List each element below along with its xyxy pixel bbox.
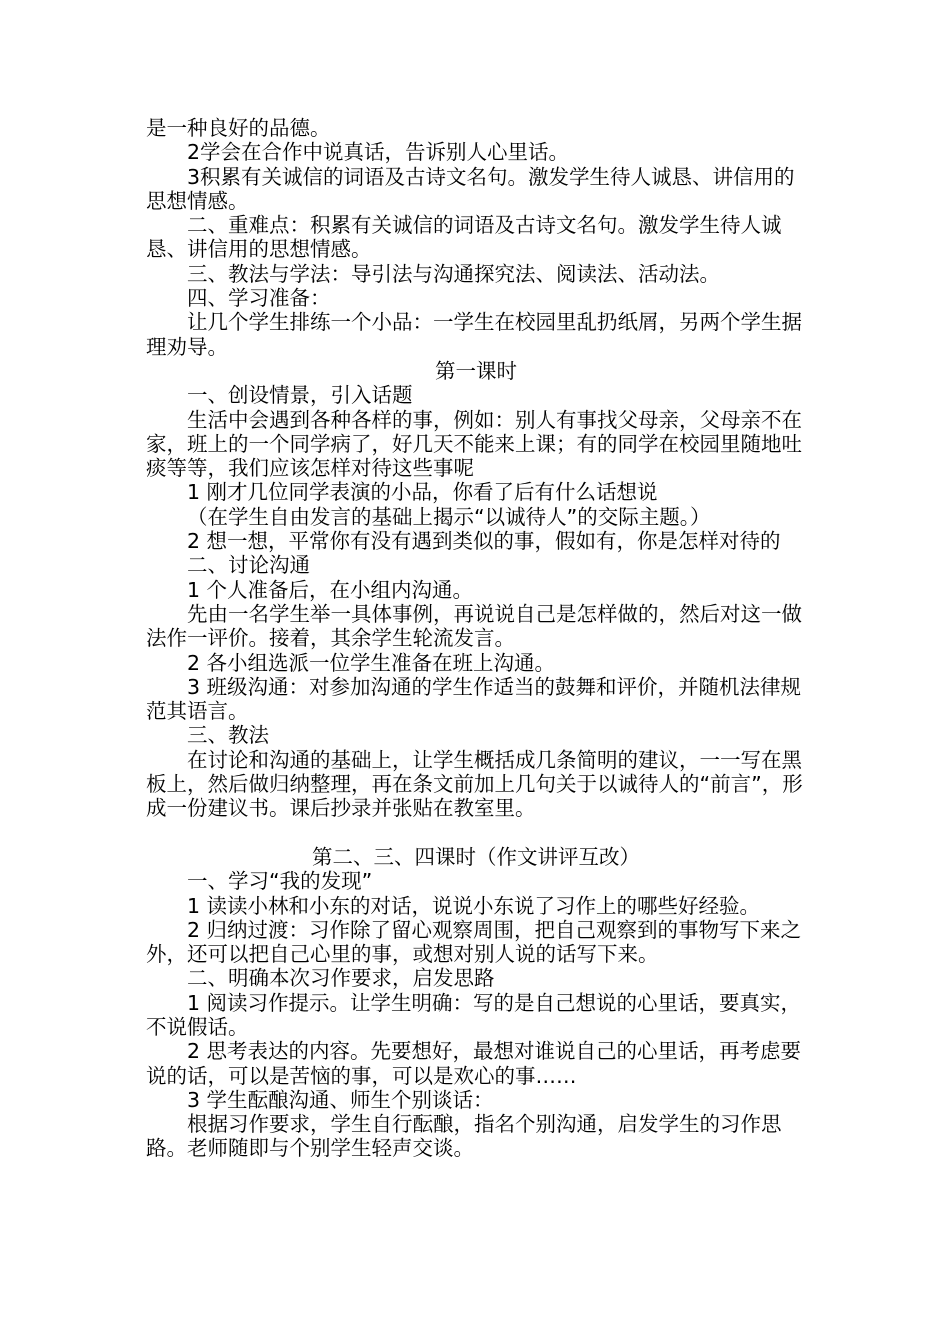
section-heading: 一、学习“我的发现” (187, 869, 373, 894)
paragraph: 2 各小组选派一位学生准备在班上沟通。 (187, 650, 556, 675)
paragraph: 三、教法与学法：导引法与沟通探究法、阅读法、活动法。 (187, 261, 720, 286)
paragraph: 先由一名学生举一具体事例，再说说自己是怎样做的，然后对这一做法作一评价。接着，其余学生轮流发言。 (146, 601, 802, 651)
paragraph: 让几个学生排练一个小品：一学生在校园里乱扔纸屑，另两个学生据理劝导。 (146, 310, 802, 359)
blank-line (146, 821, 806, 845)
lesson-title: 第一课时 (435, 358, 517, 383)
paragraph: 2 思考表达的内容。先要想好，最想对谁说自己的心里话，再考虑要说的话，可以是苦恼的事，可以是欢心的事…… (146, 1039, 802, 1088)
section-heading: 一、创设情景，引入话题 (187, 383, 413, 408)
section-heading: 二、明确本次习作要求，启发思路 (187, 966, 495, 991)
paragraph: 生活中会遇到各种各样的事，例如：别人有事找父母亲，父母亲不在家，班上的一个同学病了，好几天不能来上课；有的同学在校园里随地吐痰等等，我们应该怎样对待这些事呢 (146, 407, 802, 481)
paragraph: 2 归纳过渡：习作除了留心观察周围，把自己观察到的事物写下来之外，还可以把自己心里的事，或想对别人说的话写下来。 (146, 917, 802, 967)
paragraph: 2 想一想，平常你有没有遇到类似的事，假如有，你是怎样对待的 (187, 529, 781, 554)
section-heading: 三、教法 (187, 723, 269, 748)
paragraph: 3 学生酝酿沟通、师生个别谈话： (187, 1087, 494, 1112)
paragraph: 在讨论和沟通的基础上，让学生概括成几条简明的建议，一一写在黑板上，然后做归纳整理，再在条文前加上几句关于以诚待人的“前言”，形成一份建议书。课后抄录并张贴在教室里。 (146, 747, 803, 821)
paragraph: 3 班级沟通：对参加沟通的学生作适当的鼓舞和评价，并随机法律规范其语言。 (146, 674, 802, 724)
paragraph: 1 阅读习作提示。让学生明确：写的是自己想说的心里话，要真实，不说假话。 (146, 990, 802, 1039)
document-page (146, 116, 806, 1161)
paragraph: （在学生自由发言的基础上揭示“以诚待人”的交际主题。） (187, 504, 711, 529)
section-heading: 二、讨论沟通 (187, 553, 310, 578)
paragraph: 是一种良好的品德。 (146, 116, 331, 140)
lesson-title: 第二、三、四课时（作文讲评互改） (312, 844, 640, 869)
paragraph: 2学会在合作中说真话，告诉别人心里话。 (187, 140, 570, 165)
paragraph: 1 刚才几位同学表演的小品，你看了后有什么话想说 (187, 480, 658, 505)
section-heading: 四、学习准备： (187, 286, 331, 311)
paragraph: 1 读读小林和小东的对话，说说小东说了习作上的哪些好经验。 (187, 893, 761, 918)
paragraph: 二、重难点：积累有关诚信的词语及古诗文名句。激发学生待人诚恳、讲信用的思想情感。 (146, 213, 782, 262)
paragraph: 根据习作要求，学生自行酝酿，指名个别沟通，启发学生的习作思路。老师随即与个别学生轻声交谈。 (146, 1112, 782, 1161)
paragraph: 1 个人准备后，在小组内沟通。 (187, 577, 474, 602)
paragraph: 3积累有关诚信的词语及古诗文名句。激发学生待人诚恳、讲信用的思想情感。 (146, 164, 795, 213)
